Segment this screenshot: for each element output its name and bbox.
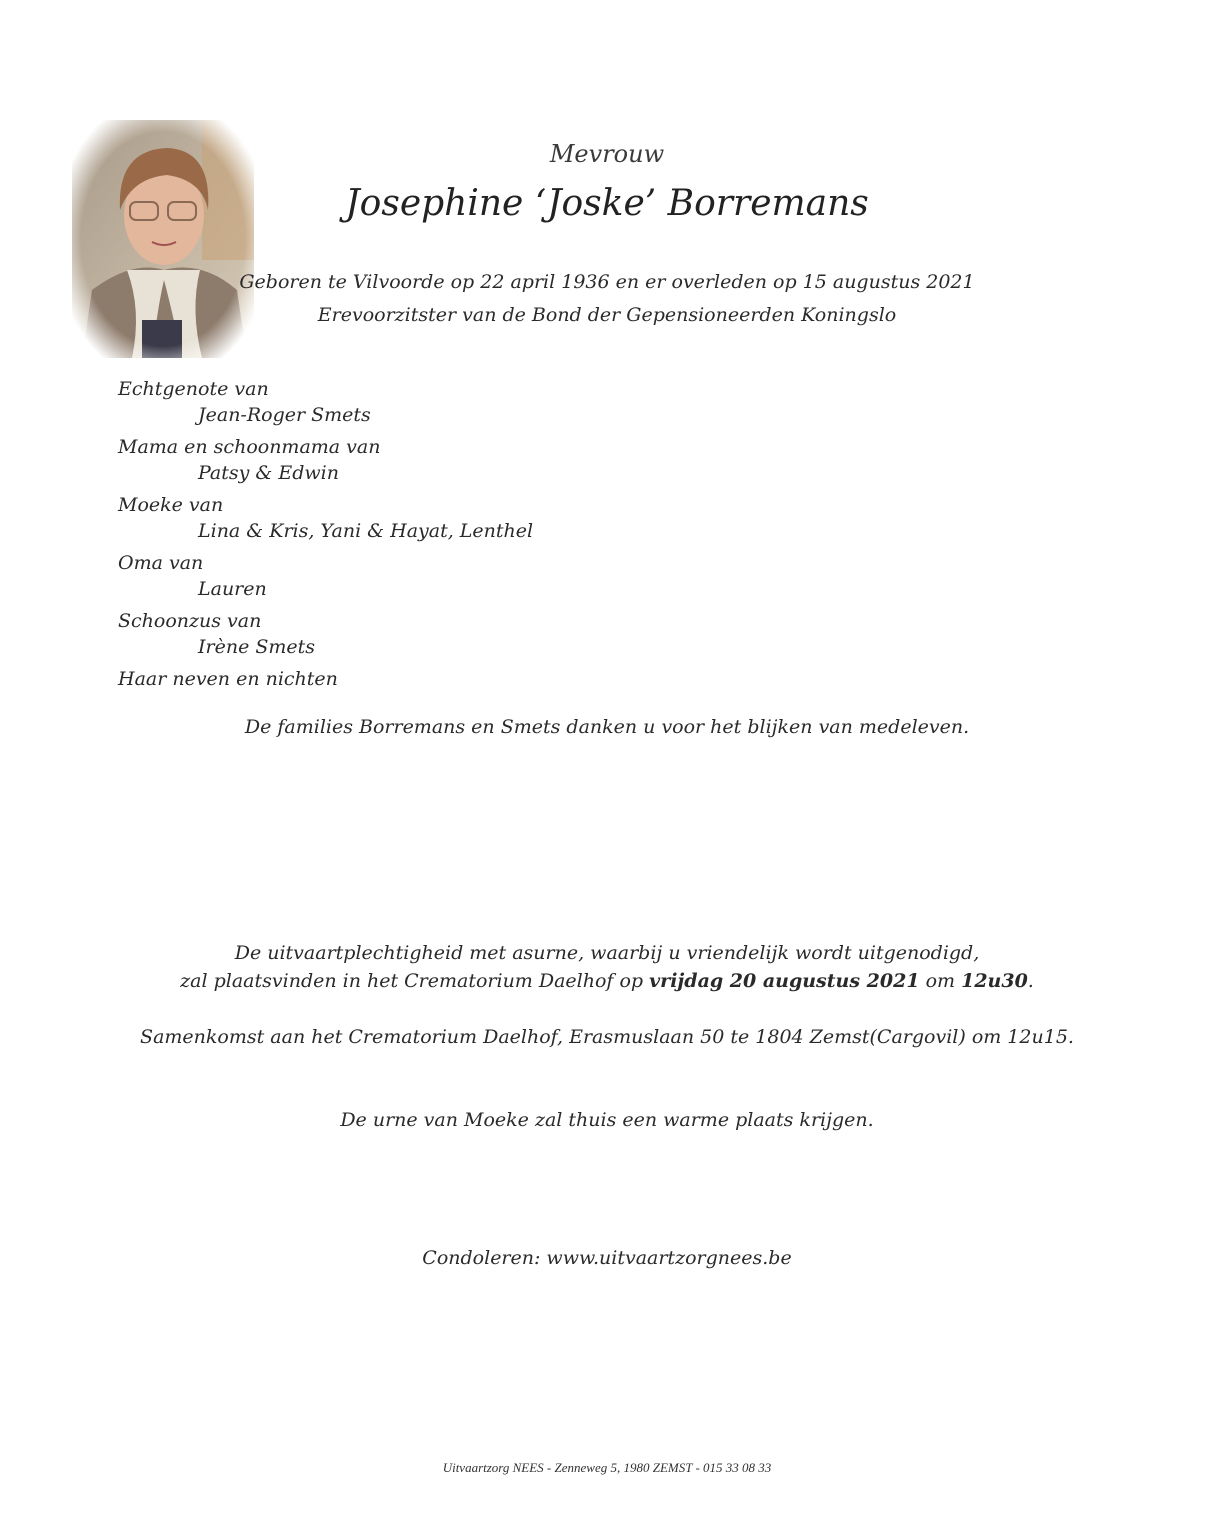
family-names: Patsy & Edwin xyxy=(198,462,339,484)
ceremony-prefix: zal plaatsvinden in het Crematorium Daelhof op xyxy=(180,970,650,992)
family-names: Jean-Roger Smets xyxy=(198,404,371,426)
ceremony-date: vrijdag 20 augustus 2021 xyxy=(649,970,920,992)
family-names: Irène Smets xyxy=(198,636,316,658)
urn-line: De urne van Moeke zal thuis een warme plaats krijgen. xyxy=(340,1109,874,1131)
family-names: Lina & Kris, Yani & Hayat, Lenthel xyxy=(198,520,534,542)
family-relation: Schoonzus van xyxy=(118,610,262,632)
family-relation: Echtgenote van xyxy=(118,378,269,400)
birth-death-line: Geboren te Vilvoorde op 22 april 1936 en er overleden op 15 augustus 2021 xyxy=(239,271,975,293)
family-list xyxy=(118,376,533,694)
meeting-line: Samenkomst aan het Crematorium Daelhof, Erasmuslaan 50 te 1804 Zemst(Cargovil) om 12u15. xyxy=(140,1026,1074,1048)
family-relation: Moeke van xyxy=(118,494,224,516)
ceremony-mid: om xyxy=(919,970,962,992)
ceremony-time: 12u30 xyxy=(961,970,1028,992)
family-names: Lauren xyxy=(198,578,267,600)
family-relation: Mama en schoonmama van xyxy=(118,436,381,458)
ceremony-line-1: De uitvaartplechtigheid met asurne, waarbij u vriendelijk wordt uitgenodigd, xyxy=(234,942,980,964)
footer: Uitvaartzorg NEES - Zenneweg 5, 1980 ZEMST - 015 33 08 33 xyxy=(442,1460,772,1475)
title: Mevrouw xyxy=(549,140,665,168)
ceremony-suffix: . xyxy=(1027,970,1034,992)
thanks-line: De families Borremans en Smets danken u voor het blijken van medeleven. xyxy=(244,716,970,738)
condolence-line: Condoleren: www.uitvaartzorgnees.be xyxy=(422,1247,792,1269)
ceremony-line-2 xyxy=(0,970,1214,992)
deceased-name: Josephine ‘Joske’ Borremans xyxy=(345,183,869,224)
family-relation: Oma van xyxy=(118,552,204,574)
family-last-line: Haar neven en nichten xyxy=(118,668,338,690)
role-line: Erevoorzitster van de Bond der Gepensioneerden Koningslo xyxy=(317,304,897,326)
